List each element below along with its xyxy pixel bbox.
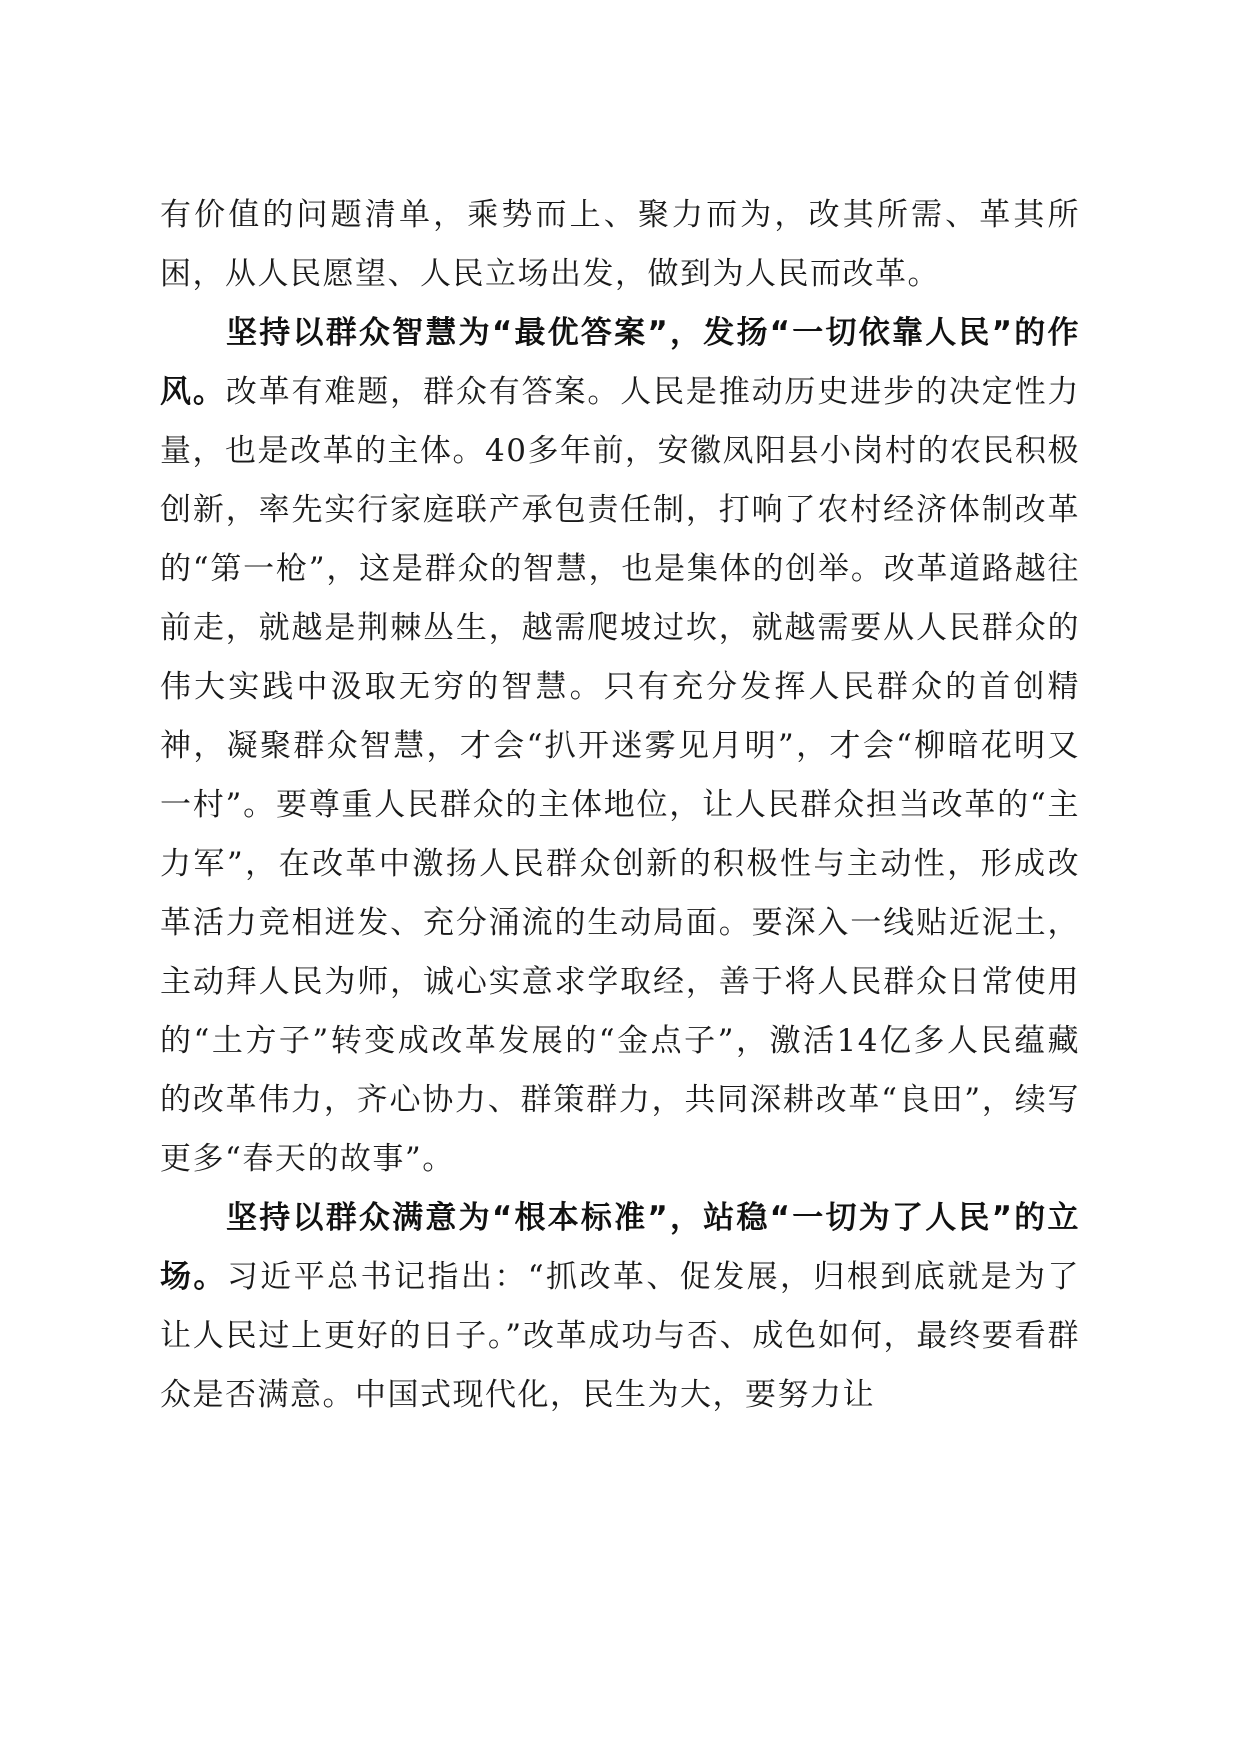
paragraph-text: 有价值的问题清单，乘势而上、聚力而为，改其所需、革其所困，从人民愿望、人民立场出发，做到为人民而改革。	[160, 197, 1080, 292]
paragraph-text: 改革有难题，群众有答案。人民是推动历史进步的决定性力量，也是改革的主体。40多年前，安徽凤阳县小岗村的农民积极创新，率先实行家庭联产承包责任制，打响了农村经济体制改革的“第一枪”，这是群众的智慧，也是集体的创举。改革道路越往前走，就越是荆棘丛生，越需爬坡过坎，就越需要从人民群众的伟大实践中汲取无穷的智慧。只有充分发挥人民群众的首创精神，凝聚群众智慧，才会“扒开迷雾见月明”，才会“柳暗花明又一村”。要尊重人民群众的主体地位，让人民群众担当改革的“主力军”，在改革中激扬人民群众创新的积极性与主动性，形成改革活力竞相迸发、充分涌流的生动局面。要深入一线贴近泥土，主动拜人民为师，诚心实意求学取经，善于将人民群众日常使用的“土方子”转变成改革发展的“金点子”，激活14亿多人民蕴藏的改革伟力，齐心协力、群策群力，共同深耕改革“良田”，续写更多“春天的故事”。	[160, 374, 1081, 1177]
paragraph-heading: 坚持以群众智慧为“最优答案”，发扬“一切依靠人民”的作风。	[160, 315, 1080, 410]
document-body	[160, 186, 1080, 1425]
paragraph-heading: 坚持以群众满意为“根本标准”，站稳“一切为了人民”的立场。	[160, 1200, 1080, 1295]
paragraph-crowd-wisdom	[160, 304, 1080, 1189]
paragraph-continuation	[160, 186, 1080, 304]
paragraph-text: 习近平总书记指出：“抓改革、促发展，归根到底就是为了让人民过上更好的日子。”改革成功与否、成色如何，最终要看群众是否满意。中国式现代化，民生为大，要努力让	[160, 1259, 1080, 1413]
paragraph-crowd-satisfaction	[160, 1189, 1080, 1425]
